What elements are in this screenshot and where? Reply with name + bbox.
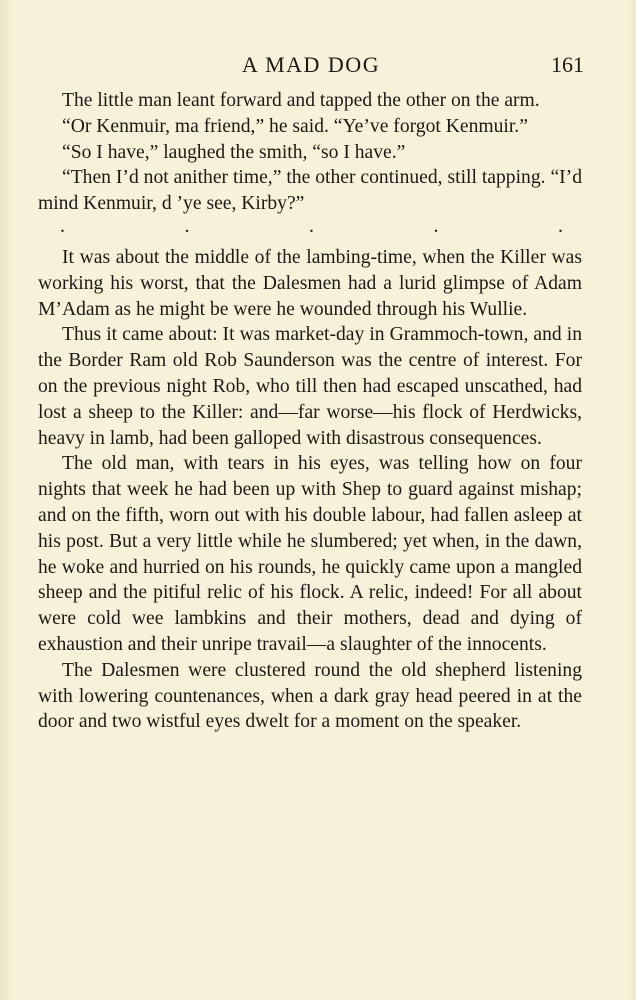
paragraph: “Then I’d not anither time,” the other continued, still tapping. “I’d mind Kenmuir, d ’ye see, Kirby?” <box>38 167 582 215</box>
section-break-dot: . <box>184 214 190 237</box>
paragraph: “Or Kenmuir, ma friend,” he said. “Ye’ve forgot Kenmuir.” <box>62 115 528 137</box>
section-break-dot: . <box>60 214 65 237</box>
paragraph: The Dalesmen were clustered round the old shepherd listening with lowering countenances, when a dark gray head peered in at the door and two wistful eyes dwelt for a moment on the speaker. <box>38 659 582 733</box>
section-break-dot: . <box>558 214 563 237</box>
paragraph: The old man, with tears in his eyes, was telling how on four nights that week he had been up with Shep to guard against mishap; and on the fifth, worn out with his double labour, had fallen asleep at his post. But a very little while he slumbered; yet when, in the dawn, he woke and hurried on his rounds, he quickly came upon a mangled sheep and the pitiful relic of his flock. A relic, indeed! For all about were cold wee lambkins and their mothers, dead and dying of exhaustion and their unripe travail—a slaughter of the innocents. <box>38 453 582 655</box>
paragraph: The little man leant forward and tapped the other on the arm. <box>62 90 540 111</box>
paragraph: Thus it came about: It was market-day in Grammoch-town, and in the Border Ram old Rob Saunderson was the centre of interest. For on the previous night Rob, who till then had escaped unscathed, had lost a sheep to the Killer: and—far worse—his flock of Herdwicks, heavy in lamb, had been galloped with disastrous consequences. <box>38 324 582 449</box>
running-title: A MAD DOG <box>241 52 381 77</box>
paragraph: “So I have,” laughed the smith, “so I have.” <box>62 141 406 163</box>
page-header <box>38 52 584 82</box>
body-text <box>38 88 582 735</box>
section-break-dot: . <box>433 214 439 237</box>
page-number: 161 <box>551 52 584 77</box>
section-break-dot: . <box>309 214 314 237</box>
section-break <box>38 214 582 245</box>
paragraph: It was about the middle of the lambing-time, when the Killer was working his worst, that the Dalesmen had a lurid glimpse of Adam M’Adam as he might be were he wounded through his Wullie. <box>38 246 582 320</box>
